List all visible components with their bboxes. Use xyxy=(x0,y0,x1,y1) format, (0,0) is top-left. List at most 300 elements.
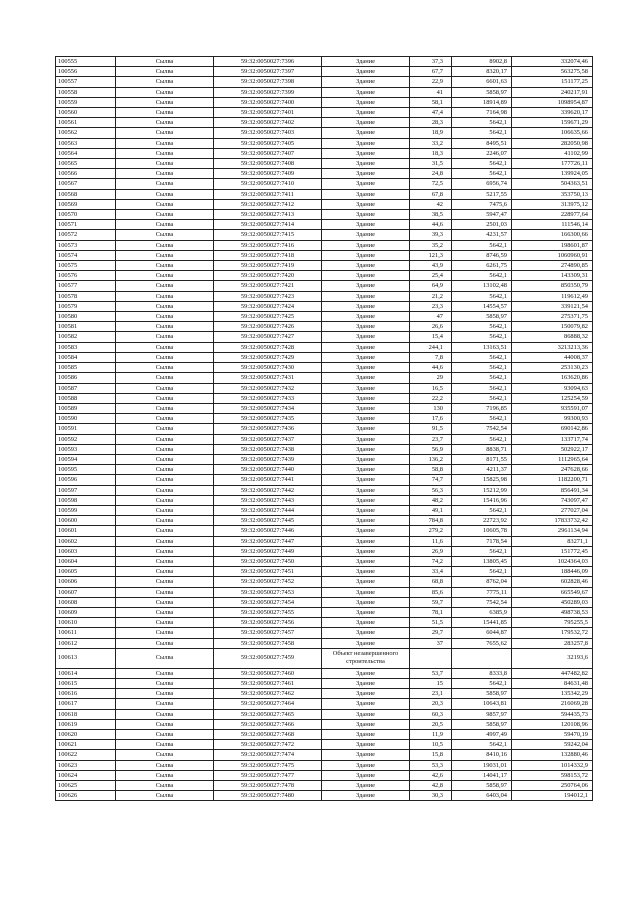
cell-cadastral-value: 935591,07 xyxy=(512,403,593,413)
cell-object-type: Здание xyxy=(322,760,410,770)
cell-cadastral-number: 59:32:0050027:7432 xyxy=(214,383,322,393)
cell-cadastral-number: 59:32:0050027:7459 xyxy=(214,648,322,668)
cell-locality: Сылва xyxy=(116,516,214,526)
cell-cadastral-number: 59:32:0050027:7480 xyxy=(214,791,322,801)
cell-cadastral-value: 690142,86 xyxy=(512,424,593,434)
cell-area: 37,3 xyxy=(410,57,452,67)
cell-id: 100586 xyxy=(56,373,116,383)
cell-locality: Сылва xyxy=(116,454,214,464)
cell-unit-value: 8746,59 xyxy=(452,250,512,260)
table-row xyxy=(56,536,593,546)
cell-id: 100571 xyxy=(56,220,116,230)
cell-cadastral-value: 139924,05 xyxy=(512,169,593,179)
cell-unit-value: 9857,97 xyxy=(452,709,512,719)
cell-cadastral-number: 59:32:0050027:7441 xyxy=(214,475,322,485)
cell-locality: Сылва xyxy=(116,393,214,403)
table-row xyxy=(56,373,593,383)
cell-object-type: Здание xyxy=(322,57,410,67)
cell-id: 100606 xyxy=(56,577,116,587)
table-row xyxy=(56,475,593,485)
cell-locality: Сылва xyxy=(116,189,214,199)
cell-unit-value: 15825,98 xyxy=(452,475,512,485)
cell-cadastral-number: 59:32:0050027:7446 xyxy=(214,526,322,536)
cell-object-type: Здание xyxy=(322,373,410,383)
cell-area: 22,2 xyxy=(410,393,452,403)
cell-object-type: Здание xyxy=(322,97,410,107)
cell-locality: Сылва xyxy=(116,403,214,413)
cell-unit-value: 13163,51 xyxy=(452,342,512,352)
cell-locality: Сылва xyxy=(116,383,214,393)
table-row xyxy=(56,77,593,87)
cell-area: 18,3 xyxy=(410,148,452,158)
cell-unit-value: 5642,1 xyxy=(452,740,512,750)
cell-object-type: Здание xyxy=(322,465,410,475)
table-row xyxy=(56,393,593,403)
cell-unit-value: 5858,97 xyxy=(452,87,512,97)
cell-cadastral-number: 59:32:0050027:7454 xyxy=(214,597,322,607)
cell-cadastral-value: 594435,73 xyxy=(512,709,593,719)
table-row xyxy=(56,444,593,454)
cell-unit-value: 8902,8 xyxy=(452,57,512,67)
cell-unit-value: 13805,45 xyxy=(452,556,512,566)
cell-id: 100558 xyxy=(56,87,116,97)
cell-object-type: Здание xyxy=(322,138,410,148)
cell-cadastral-number: 59:32:0050027:7452 xyxy=(214,577,322,587)
cell-cadastral-value: 795255,5 xyxy=(512,618,593,628)
cell-locality: Сылва xyxy=(116,199,214,209)
cell-id: 100585 xyxy=(56,363,116,373)
cell-object-type: Здание xyxy=(322,189,410,199)
cell-unit-value: 5642,1 xyxy=(452,291,512,301)
cell-unit-value: 8171,55 xyxy=(452,454,512,464)
cell-area: 15 xyxy=(410,678,452,688)
cell-cadastral-value: 125254,59 xyxy=(512,393,593,403)
cell-locality: Сылва xyxy=(116,505,214,515)
cell-locality: Сылва xyxy=(116,719,214,729)
cell-id: 100581 xyxy=(56,322,116,332)
cell-cadastral-value: 313975,12 xyxy=(512,199,593,209)
cell-cadastral-number: 59:32:0050027:7400 xyxy=(214,97,322,107)
cell-unit-value: 5642,1 xyxy=(452,118,512,128)
cell-area: 10,5 xyxy=(410,740,452,750)
table-row xyxy=(56,312,593,322)
cell-locality: Сылва xyxy=(116,434,214,444)
cell-area: 78,1 xyxy=(410,607,452,617)
cell-area: 7,8 xyxy=(410,352,452,362)
cell-unit-value: 7178,54 xyxy=(452,536,512,546)
table-row xyxy=(56,505,593,515)
cell-id: 100615 xyxy=(56,678,116,688)
cell-id: 100621 xyxy=(56,740,116,750)
cell-id: 100590 xyxy=(56,414,116,424)
cell-object-type: Объект незавершенного строительства xyxy=(322,648,410,668)
cell-object-type: Здание xyxy=(322,271,410,281)
cell-locality: Сылва xyxy=(116,322,214,332)
cell-area: 42,8 xyxy=(410,781,452,791)
cell-area: 48,2 xyxy=(410,495,452,505)
table-row xyxy=(56,709,593,719)
cell-locality: Сылва xyxy=(116,668,214,678)
table-row xyxy=(56,648,593,668)
cell-object-type: Здание xyxy=(322,770,410,780)
cell-cadastral-value: 166300,66 xyxy=(512,230,593,240)
cell-object-type: Здание xyxy=(322,250,410,260)
cell-cadastral-value: 665549,67 xyxy=(512,587,593,597)
cell-locality: Сылва xyxy=(116,169,214,179)
cell-unit-value: 2501,03 xyxy=(452,220,512,230)
cell-area: 33,4 xyxy=(410,567,452,577)
cell-cadastral-number: 59:32:0050027:7428 xyxy=(214,342,322,352)
table-row xyxy=(56,760,593,770)
cell-cadastral-number: 59:32:0050027:7460 xyxy=(214,668,322,678)
cell-object-type: Здание xyxy=(322,638,410,648)
cell-cadastral-value: 498738,53 xyxy=(512,607,593,617)
cell-cadastral-number: 59:32:0050027:7407 xyxy=(214,148,322,158)
cell-cadastral-number: 59:32:0050027:7439 xyxy=(214,454,322,464)
cell-unit-value: 5217,55 xyxy=(452,189,512,199)
cell-id: 100623 xyxy=(56,760,116,770)
cell-object-type: Здание xyxy=(322,77,410,87)
cell-cadastral-value: 198601,87 xyxy=(512,240,593,250)
table-body xyxy=(56,57,593,801)
cell-id: 100584 xyxy=(56,352,116,362)
cell-cadastral-number: 59:32:0050027:7418 xyxy=(214,250,322,260)
cell-unit-value: 5858,97 xyxy=(452,312,512,322)
table-row xyxy=(56,791,593,801)
cell-cadastral-number: 59:32:0050027:7462 xyxy=(214,689,322,699)
cell-object-type: Здание xyxy=(322,159,410,169)
cell-area: 22,9 xyxy=(410,77,452,87)
cell-unit-value: 8333,8 xyxy=(452,668,512,678)
cell-object-type: Здание xyxy=(322,505,410,515)
table-row xyxy=(56,261,593,271)
cell-locality: Сылва xyxy=(116,118,214,128)
cell-area: 68,8 xyxy=(410,577,452,587)
cell-cadastral-value: 177726,11 xyxy=(512,159,593,169)
cell-area: 121,3 xyxy=(410,250,452,260)
cell-cadastral-value: 274890,85 xyxy=(512,261,593,271)
cell-object-type: Здание xyxy=(322,577,410,587)
cell-locality: Сылва xyxy=(116,750,214,760)
cell-unit-value: 8838,71 xyxy=(452,444,512,454)
cell-locality: Сылва xyxy=(116,312,214,322)
cell-cadastral-value: 93094,63 xyxy=(512,383,593,393)
cell-cadastral-value: 602828,46 xyxy=(512,577,593,587)
cell-object-type: Здание xyxy=(322,291,410,301)
cell-cadastral-number: 59:32:0050027:7429 xyxy=(214,352,322,362)
cell-cadastral-number: 59:32:0050027:7475 xyxy=(214,760,322,770)
cell-area: 91,5 xyxy=(410,424,452,434)
cell-cadastral-number: 59:32:0050027:7423 xyxy=(214,291,322,301)
cell-unit-value: 8495,51 xyxy=(452,138,512,148)
table-row xyxy=(56,281,593,291)
cell-locality: Сылва xyxy=(116,546,214,556)
cell-area: 130 xyxy=(410,403,452,413)
cell-locality: Сылва xyxy=(116,138,214,148)
cell-id: 100570 xyxy=(56,210,116,220)
cell-object-type: Здание xyxy=(322,67,410,77)
cell-area: 23,3 xyxy=(410,301,452,311)
cell-area: 37 xyxy=(410,638,452,648)
cell-id: 100594 xyxy=(56,454,116,464)
cell-locality: Сылва xyxy=(116,628,214,638)
cell-cadastral-value: 563275,58 xyxy=(512,67,593,77)
cell-area: 64,9 xyxy=(410,281,452,291)
cell-object-type: Здание xyxy=(322,312,410,322)
table-row xyxy=(56,638,593,648)
cell-cadastral-value: 353750,13 xyxy=(512,189,593,199)
cell-locality: Сылва xyxy=(116,740,214,750)
cell-locality: Сылва xyxy=(116,526,214,536)
cell-cadastral-number: 59:32:0050027:7449 xyxy=(214,546,322,556)
cell-id: 100582 xyxy=(56,332,116,342)
cell-cadastral-value: 250764,06 xyxy=(512,781,593,791)
cell-locality: Сылва xyxy=(116,281,214,291)
cell-locality: Сылва xyxy=(116,770,214,780)
cell-unit-value: 5642,1 xyxy=(452,383,512,393)
cell-object-type: Здание xyxy=(322,87,410,97)
cell-locality: Сылва xyxy=(116,444,214,454)
table-row xyxy=(56,291,593,301)
cell-cadastral-number: 59:32:0050027:7453 xyxy=(214,587,322,597)
cell-object-type: Здание xyxy=(322,689,410,699)
cell-cadastral-value: 119612,49 xyxy=(512,291,593,301)
cell-cadastral-number: 59:32:0050027:7466 xyxy=(214,719,322,729)
cell-unit-value: 6385,9 xyxy=(452,607,512,617)
cell-object-type: Здание xyxy=(322,128,410,138)
cell-area: 39,3 xyxy=(410,230,452,240)
cell-unit-value: 5642,1 xyxy=(452,240,512,250)
cell-object-type: Здание xyxy=(322,740,410,750)
table-row xyxy=(56,301,593,311)
cell-object-type: Здание xyxy=(322,261,410,271)
cell-area xyxy=(410,648,452,668)
cell-id: 100603 xyxy=(56,546,116,556)
cell-area: 23,7 xyxy=(410,434,452,444)
cell-locality: Сылва xyxy=(116,607,214,617)
cell-locality: Сылва xyxy=(116,781,214,791)
cell-cadastral-value: 216069,28 xyxy=(512,699,593,709)
cell-object-type: Здание xyxy=(322,678,410,688)
cell-area: 29 xyxy=(410,373,452,383)
cell-id: 100625 xyxy=(56,781,116,791)
cell-locality: Сылва xyxy=(116,730,214,740)
cell-area: 74,2 xyxy=(410,556,452,566)
cell-cadastral-value: 135342,29 xyxy=(512,689,593,699)
cell-id: 100579 xyxy=(56,301,116,311)
cell-unit-value: 5642,1 xyxy=(452,322,512,332)
cell-area: 41 xyxy=(410,87,452,97)
cell-unit-value: 5642,1 xyxy=(452,363,512,373)
cell-cadastral-number: 59:32:0050027:7421 xyxy=(214,281,322,291)
cell-object-type: Здание xyxy=(322,220,410,230)
cell-id: 100560 xyxy=(56,108,116,118)
cell-area: 56,9 xyxy=(410,444,452,454)
cell-id: 100599 xyxy=(56,505,116,515)
cell-id: 100572 xyxy=(56,230,116,240)
cell-area: 18,9 xyxy=(410,128,452,138)
cell-cadastral-value: 133717,74 xyxy=(512,434,593,444)
cell-cadastral-value: 32193,6 xyxy=(512,648,593,668)
cell-cadastral-number: 59:32:0050027:7416 xyxy=(214,240,322,250)
table-row xyxy=(56,108,593,118)
cell-unit-value: 4997,49 xyxy=(452,730,512,740)
table-row xyxy=(56,556,593,566)
cell-object-type: Здание xyxy=(322,281,410,291)
cell-area: 58,8 xyxy=(410,465,452,475)
cell-unit-value: 5642,1 xyxy=(452,128,512,138)
cell-cadastral-number: 59:32:0050027:7433 xyxy=(214,393,322,403)
table-row xyxy=(56,352,593,362)
cell-id: 100612 xyxy=(56,638,116,648)
cell-object-type: Здание xyxy=(322,587,410,597)
table-row xyxy=(56,618,593,628)
cell-id: 100608 xyxy=(56,597,116,607)
table-row xyxy=(56,454,593,464)
cell-id: 100557 xyxy=(56,77,116,87)
cell-object-type: Здание xyxy=(322,414,410,424)
cell-cadastral-number: 59:32:0050027:7419 xyxy=(214,261,322,271)
cell-cadastral-number: 59:32:0050027:7437 xyxy=(214,434,322,444)
cell-area: 21,2 xyxy=(410,291,452,301)
table-row xyxy=(56,322,593,332)
cell-cadastral-number: 59:32:0050027:7434 xyxy=(214,403,322,413)
table-row xyxy=(56,424,593,434)
cell-cadastral-number: 59:32:0050027:7396 xyxy=(214,57,322,67)
cell-cadastral-value: 247628,66 xyxy=(512,465,593,475)
cell-cadastral-value: 240217,91 xyxy=(512,87,593,97)
table-row xyxy=(56,220,593,230)
cell-unit-value: 5642,1 xyxy=(452,352,512,362)
cell-cadastral-number: 59:32:0050027:7472 xyxy=(214,740,322,750)
cell-unit-value: 2246,07 xyxy=(452,148,512,158)
cell-unit-value: 4211,37 xyxy=(452,465,512,475)
cell-unit-value: 5642,1 xyxy=(452,373,512,383)
table-row xyxy=(56,577,593,587)
cell-cadastral-number: 59:32:0050027:7443 xyxy=(214,495,322,505)
cell-unit-value: 7542,54 xyxy=(452,597,512,607)
table-row xyxy=(56,689,593,699)
cell-id: 100576 xyxy=(56,271,116,281)
cell-locality: Сылва xyxy=(116,261,214,271)
cell-cadastral-value: 1182200,71 xyxy=(512,475,593,485)
table-row xyxy=(56,230,593,240)
cell-unit-value: 15441,85 xyxy=(452,618,512,628)
table-row xyxy=(56,607,593,617)
cell-unit-value: 5642,1 xyxy=(452,159,512,169)
cell-cadastral-number: 59:32:0050027:7444 xyxy=(214,505,322,515)
cell-cadastral-number: 59:32:0050027:7450 xyxy=(214,556,322,566)
table-row xyxy=(56,414,593,424)
cell-cadastral-number: 59:32:0050027:7409 xyxy=(214,169,322,179)
cell-unit-value: 7164,98 xyxy=(452,108,512,118)
cell-cadastral-value: 339121,54 xyxy=(512,301,593,311)
cell-id: 100626 xyxy=(56,791,116,801)
cell-object-type: Здание xyxy=(322,730,410,740)
cell-area: 43,9 xyxy=(410,261,452,271)
cell-cadastral-number: 59:32:0050027:7408 xyxy=(214,159,322,169)
cell-area: 33,2 xyxy=(410,138,452,148)
cell-cadastral-value: 132880,46 xyxy=(512,750,593,760)
cell-id: 100573 xyxy=(56,240,116,250)
cell-unit-value: 6956,74 xyxy=(452,179,512,189)
cell-object-type: Здание xyxy=(322,567,410,577)
cell-id: 100563 xyxy=(56,138,116,148)
cell-cadastral-value: 502922,17 xyxy=(512,444,593,454)
cell-area: 23,1 xyxy=(410,689,452,699)
cell-cadastral-value: 3213213,36 xyxy=(512,342,593,352)
cell-id: 100567 xyxy=(56,179,116,189)
cell-cadastral-number: 59:32:0050027:7435 xyxy=(214,414,322,424)
cell-locality: Сылва xyxy=(116,567,214,577)
cell-object-type: Здание xyxy=(322,546,410,556)
cell-cadastral-value: 282050,98 xyxy=(512,138,593,148)
cell-cadastral-value: 151772,45 xyxy=(512,546,593,556)
cell-locality: Сылва xyxy=(116,424,214,434)
table-row xyxy=(56,118,593,128)
table-row xyxy=(56,434,593,444)
cell-id: 100593 xyxy=(56,444,116,454)
cell-cadastral-value: 253130,23 xyxy=(512,363,593,373)
cell-area: 38,5 xyxy=(410,210,452,220)
table-row xyxy=(56,495,593,505)
table-row xyxy=(56,189,593,199)
cell-object-type: Здание xyxy=(322,342,410,352)
cell-object-type: Здание xyxy=(322,597,410,607)
cell-area: 15,4 xyxy=(410,332,452,342)
cell-id: 100613 xyxy=(56,648,116,668)
cell-locality: Сылва xyxy=(116,179,214,189)
table-row xyxy=(56,485,593,495)
table-row xyxy=(56,770,593,780)
cell-object-type: Здание xyxy=(322,791,410,801)
cell-area: 42,6 xyxy=(410,770,452,780)
table-row xyxy=(56,628,593,638)
cell-area: 51,5 xyxy=(410,618,452,628)
cell-id: 100619 xyxy=(56,719,116,729)
cell-area: 26,9 xyxy=(410,546,452,556)
cell-unit-value: 7196,85 xyxy=(452,403,512,413)
cell-unit-value: 22723,92 xyxy=(452,516,512,526)
cell-locality: Сылва xyxy=(116,57,214,67)
cell-unit-value: 15212,99 xyxy=(452,485,512,495)
cell-locality: Сылва xyxy=(116,587,214,597)
table-row xyxy=(56,597,593,607)
cell-object-type: Здание xyxy=(322,240,410,250)
table-row xyxy=(56,740,593,750)
cell-cadastral-number: 59:32:0050027:7456 xyxy=(214,618,322,628)
cell-area: 25,4 xyxy=(410,271,452,281)
table-row xyxy=(56,668,593,678)
cell-id: 100575 xyxy=(56,261,116,271)
table-row xyxy=(56,210,593,220)
cell-cadastral-value: 1112965,64 xyxy=(512,454,593,464)
cell-cadastral-number: 59:32:0050027:7474 xyxy=(214,750,322,760)
cell-locality: Сылва xyxy=(116,363,214,373)
cell-cadastral-value: 850350,79 xyxy=(512,281,593,291)
cell-area: 29,7 xyxy=(410,628,452,638)
cell-cadastral-value: 339620,17 xyxy=(512,108,593,118)
cell-object-type: Здание xyxy=(322,628,410,638)
cell-cadastral-number: 59:32:0050027:7468 xyxy=(214,730,322,740)
cell-area: 11,6 xyxy=(410,536,452,546)
cell-area: 26,6 xyxy=(410,322,452,332)
table-row xyxy=(56,128,593,138)
cell-locality: Сылва xyxy=(116,648,214,668)
cell-cadastral-number: 59:32:0050027:7398 xyxy=(214,77,322,87)
cell-area: 47 xyxy=(410,312,452,322)
cell-id: 100605 xyxy=(56,567,116,577)
